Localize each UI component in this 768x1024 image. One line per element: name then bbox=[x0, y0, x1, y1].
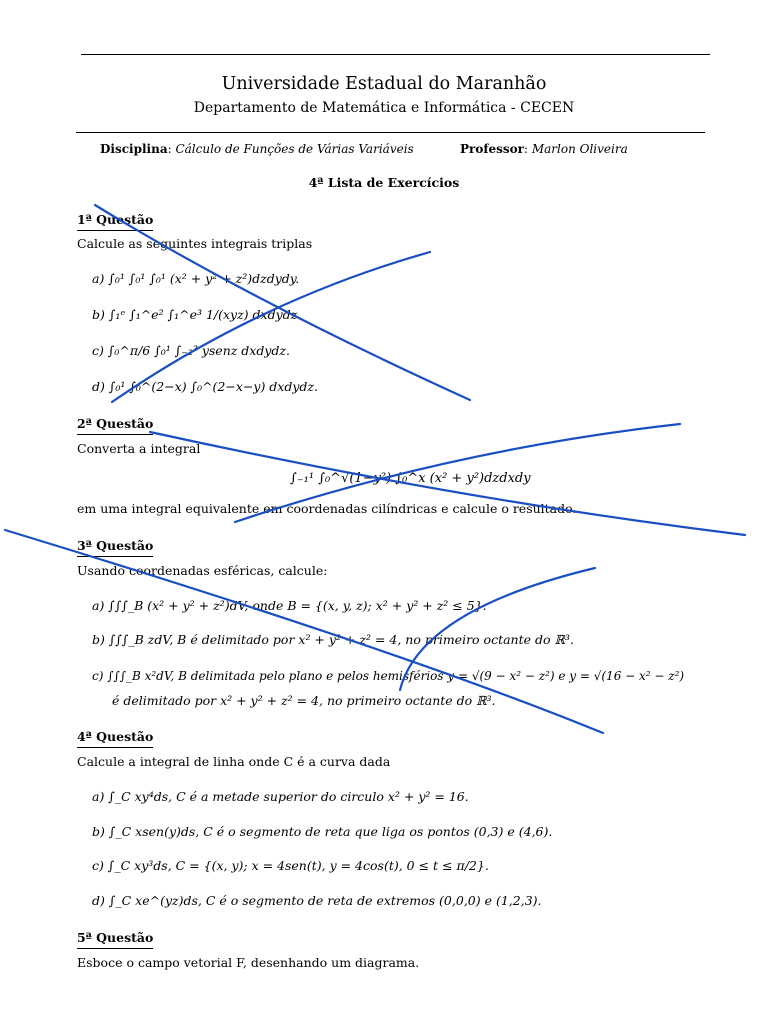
question-2-after: em uma integral equivalente em coordenadas cilíndricas e calcule o resultado. bbox=[77, 501, 577, 516]
question-4-prompt: Calcule a integral de linha onde C é a curva dada bbox=[77, 754, 391, 769]
question-3-item-b: b) ∫∫∫_B zdV, B é delimitado por x² + y² + z² = 4, no primeiro octante do ℝ³. bbox=[92, 632, 574, 647]
professor-label: Professor bbox=[460, 142, 524, 156]
question-1-prompt: Calcule as seguintes integrais triplas bbox=[77, 236, 313, 251]
university-name: Universidade Estadual do Maranhão bbox=[221, 74, 547, 94]
discipline-value: Cálculo de Funções de Várias Variáveis bbox=[175, 142, 414, 156]
question-1-item-c: c) ∫₀^π/6 ∫₀¹ ∫₋₂³ ysenz dxdydz. bbox=[92, 343, 290, 358]
discipline-label: Disciplina bbox=[100, 142, 168, 156]
question-3-title: 3ª Questão bbox=[77, 540, 153, 557]
question-1-item-b: b) ∫₁ᵉ ∫₁^e² ∫₁^e³ 1/(xyz) dxdydz bbox=[92, 307, 298, 322]
top-rule bbox=[81, 54, 710, 55]
header-rule bbox=[76, 132, 705, 133]
question-4-title: 4ª Questão bbox=[77, 731, 153, 748]
ink-stroke-1 bbox=[95, 205, 470, 400]
professor-line: Professor: Marlon Oliveira bbox=[460, 142, 628, 156]
question-2-prompt: Converta a integral bbox=[77, 441, 201, 456]
discipline-line: Disciplina: Cálculo de Funções de Várias Variáveis bbox=[100, 142, 414, 156]
question-1-title: 1ª Questão bbox=[77, 214, 153, 231]
question-2-title: 2ª Questão bbox=[77, 418, 153, 435]
question-3-prompt: Usando coordenadas esféricas, calcule: bbox=[77, 563, 328, 578]
professor-value: Marlon Oliveira bbox=[531, 142, 628, 156]
list-title: 4ª Lista de Exercícios bbox=[308, 175, 460, 190]
question-2-formula: ∫₋₁¹ ∫₀^√(1−y²) ∫₀^x (x² + y²)dzdxdy bbox=[290, 471, 531, 486]
question-4-item-d: d) ∫_C xe^(yz)ds, C é o segmento de reta de extremos (0,0,0) e (1,2,3). bbox=[92, 893, 542, 908]
question-4-item-a: a) ∫_C xy⁴ds, C é a metade superior do circulo x² + y² = 16. bbox=[92, 789, 469, 804]
question-5-title: 5ª Questão bbox=[77, 932, 153, 949]
question-3-item-c-cont: é delimitado por x² + y² + z² = 4, no primeiro octante do ℝ³. bbox=[112, 693, 496, 708]
question-5-prompt: Esboce o campo vetorial F, desenhando um diagrama. bbox=[77, 955, 420, 970]
question-4-item-c: c) ∫_C xy³ds, C = {(x, y); x = 4sen(t), y = 4cos(t), 0 ≤ t ≤ π/2}. bbox=[92, 858, 489, 873]
question-1-item-d: d) ∫₀¹ ∫₀^(2−x) ∫₀^(2−x−y) dxdydz. bbox=[92, 379, 318, 394]
question-3-item-a: a) ∫∫∫_B (x² + y² + z²)dV, onde B = {(x, y, z); x² + y² + z² ≤ 5}. bbox=[92, 598, 487, 613]
question-4-item-b: b) ∫_C xsen(y)ds, C é o segmento de reta que liga os pontos (0,3) e (4,6). bbox=[92, 824, 553, 839]
department-name: Departamento de Matemática e Informática - CECEN bbox=[193, 100, 575, 116]
question-3-item-c: c) ∫∫∫_B x²dV, B delimitada pelo plano e pelos hemisférios y = √(9 − x² − z²) e y = √(16 − x² − z²) bbox=[92, 669, 685, 683]
question-1-item-a: a) ∫₀¹ ∫₀¹ ∫₀¹ (x² + y² + z²)dzdydy. bbox=[92, 271, 300, 286]
